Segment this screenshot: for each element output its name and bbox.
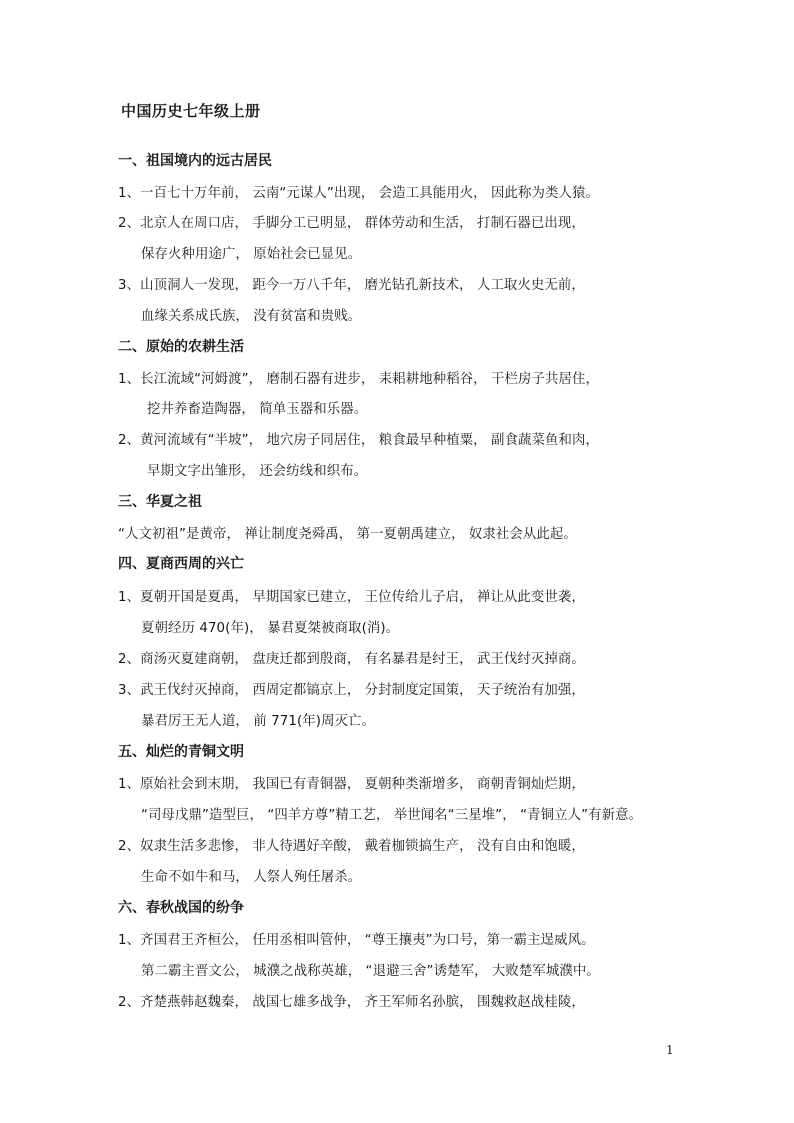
page-number: 1 [666,1043,674,1057]
text-line: 挖井养畜造陶器， 简单玉器和乐器。 [147,402,368,417]
section-heading: 二、原始的农耕生活 [118,339,244,355]
text-line: 2、商汤灭夏建商朝， 盘庚迁都到殷商， 有名暴君是纣王， 武王伐纣灭掉商。 [118,652,585,667]
section-heading: 六、春秋战国的纷争 [118,900,244,916]
section-heading: 五、灿烂的青铜文明 [118,744,244,760]
text-line: 1、长江流域“河姆渡”， 磨制石器有进步， 耒耜耕地种稻谷， 干栏房子共居住， [118,372,599,387]
text-line: 2、黄河流域有“半坡”， 地穴房子同居住， 粮食最早种植粟， 副食蔬菜鱼和肉， [118,433,599,448]
text-line: 第二霸主晋文公， 城濮之战称英雄， “退避三舍”诱楚军， 大败楚军城濮中。 [141,964,600,979]
text-line: 暴君厉王无人道， 前 771(年)周灭亡。 [141,714,376,729]
text-line: “人文初祖”是黄帝， 禅让制度尧舜禹， 第一夏朝禹建立， 奴隶社会从此起。 [118,527,577,542]
text-line: 血缘关系成氏族， 没有贫富和贵贱。 [141,309,362,324]
text-line: 2、奴隶生活多悲惨， 非人待遇好辛酸， 戴着枷锁搞生产， 没有自由和饱暖， [118,839,585,854]
section-heading: 三、华夏之祖 [118,494,202,510]
text-line: 1、一百七十万年前， 云南“元谋人”出现， 会造工具能用火， 因此称为类人猿。 [118,186,599,201]
text-line: 1、原始社会到末期， 我国已有青铜器， 夏朝种类渐增多， 商朝青铜灿烂期， [118,777,585,792]
text-line: 早期文字出雏形， 还会纺线和织布。 [147,464,368,479]
text-line: 1、夏朝开国是夏禹， 早期国家已建立， 王位传给儿子启， 禅让从此变世袭， [118,590,585,605]
section-heading: 四、夏商西周的兴亡 [118,556,244,572]
text-line: 生命不如牛和马， 人祭人殉任屠杀。 [141,870,362,885]
text-line: 保存火种用途广， 原始社会已显见。 [141,247,362,262]
text-line: 1、齐国君王齐桓公， 任用丞相叫管仲， “尊王攘夷”为口号，第一霸主逞威风。 [118,933,595,948]
document-title: 中国历史七年级上册 [121,102,261,120]
section-heading: 一、祖国境内的远古居民 [118,153,272,169]
text-line: 3、武王伐纣灭掉商， 西周定都镐京上， 分封制度定国策， 天子统治有加强， [118,683,585,698]
text-line: 2、北京人在周口店， 手脚分工已明显， 群体劳动和生活， 打制石器已出现， [118,216,585,231]
text-line: 3、山顶洞人一发现， 距今一万八千年， 磨光钻孔新技术， 人工取火史无前， [118,278,585,293]
text-line: 夏朝经历 470(年)， 暴君夏桀被商取(消)。 [141,621,400,636]
text-line: “司母戊鼎”造型巨， “四羊方尊”精工艺， 举世闻名“三星堆”， “青铜立人”有新意。 [141,808,643,823]
text-line: 2、齐楚燕韩赵魏秦， 战国七雄多战争， 齐王军师名孙膑， 围魏救赵战桂陵， [118,995,585,1010]
